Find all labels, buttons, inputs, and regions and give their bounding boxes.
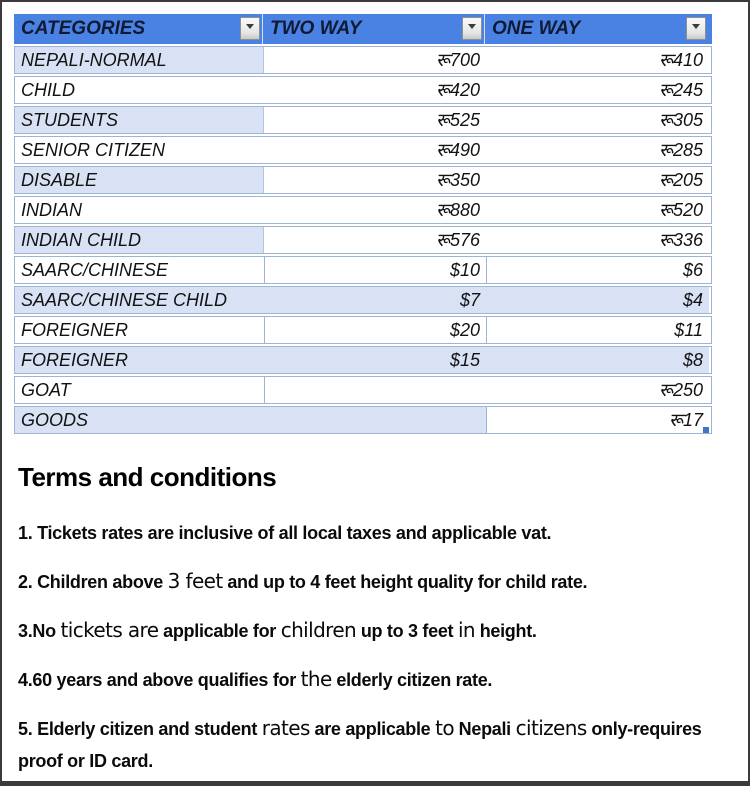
table-row xyxy=(14,346,712,374)
table-row xyxy=(14,136,712,164)
terms-item xyxy=(18,663,728,696)
table-row xyxy=(14,316,712,344)
terms-text-segment: height. xyxy=(475,621,537,641)
table-row xyxy=(14,376,712,404)
two-way-cell[interactable]: $10 xyxy=(264,257,486,283)
one-way-cell[interactable]: $4 xyxy=(486,287,709,313)
terms-text-segment: the xyxy=(300,667,332,691)
two-way-cell[interactable]: रू420 xyxy=(435,80,480,100)
one-way-cell[interactable]: $11 xyxy=(486,317,709,343)
one-way-cell[interactable]: रू285 xyxy=(658,140,703,160)
category-cell[interactable]: DISABLE xyxy=(15,167,264,193)
filter-button[interactable] xyxy=(686,17,706,40)
category-cell[interactable]: NEPALI-NORMAL xyxy=(15,47,264,73)
fill-handle[interactable] xyxy=(703,427,709,433)
terms-text-segment: 3.No xyxy=(18,621,61,641)
category-cell[interactable]: SENIOR CITIZEN xyxy=(21,140,166,160)
two-way-cell[interactable]: रू490 xyxy=(435,140,480,160)
one-way-cell[interactable]: रू410 xyxy=(658,50,703,70)
terms-text-segment: to xyxy=(435,716,454,740)
terms-text-segment: are applicable xyxy=(309,719,436,739)
terms-text-segment: rates xyxy=(261,716,310,740)
terms-item xyxy=(18,712,728,777)
dropdown-arrow-icon xyxy=(246,24,254,29)
category-cell[interactable]: INDIAN xyxy=(21,200,83,220)
category-cell[interactable]: STUDENTS xyxy=(15,107,264,133)
table-header-row xyxy=(14,14,712,44)
category-cell[interactable]: SAARC/CHINESE CHILD xyxy=(15,287,264,313)
one-way-cell[interactable]: रू17 xyxy=(486,407,709,433)
terms-text-segment: 2. Children above xyxy=(18,572,168,592)
terms-text-segment: tickets are xyxy=(60,618,159,642)
terms-text-segment: Nepali xyxy=(453,719,516,739)
table-row xyxy=(14,286,712,314)
terms-text-segment: 5. Elderly citizen and student xyxy=(18,719,262,739)
one-way-cell[interactable]: रू305 xyxy=(658,110,703,130)
column-header-label: CATEGORIES xyxy=(21,18,146,39)
table-row xyxy=(14,76,712,104)
category-cell[interactable]: FOREIGNER xyxy=(21,320,129,340)
table-row xyxy=(14,256,712,284)
dropdown-arrow-icon xyxy=(468,24,476,29)
category-cell[interactable]: GOODS xyxy=(15,407,486,433)
terms-text-segment: only-requires proof or ID card. xyxy=(18,719,702,771)
table-row xyxy=(14,166,712,194)
column-header-categories[interactable] xyxy=(14,14,263,44)
category-cell[interactable]: SAARC/CHINESE xyxy=(21,260,169,280)
terms-text-segment: up to 3 feet xyxy=(356,621,458,641)
terms-text-segment: in xyxy=(457,618,475,642)
one-way-cell[interactable]: रू336 xyxy=(658,230,703,250)
terms-item xyxy=(18,614,728,647)
two-way-cell[interactable]: रू880 xyxy=(435,200,480,220)
table-row xyxy=(14,106,712,134)
terms-list xyxy=(18,517,728,777)
terms-text-segment: and up to 4 feet height quality for child rate. xyxy=(222,572,588,592)
column-header-label: TWO WAY xyxy=(270,18,362,39)
category-cell[interactable]: GOAT xyxy=(21,380,71,400)
one-way-cell[interactable]: $6 xyxy=(486,257,709,283)
filter-button[interactable] xyxy=(462,17,482,40)
table-row xyxy=(14,46,712,74)
category-cell[interactable]: INDIAN CHILD xyxy=(15,227,264,253)
table-row xyxy=(14,406,712,434)
terms-section xyxy=(14,436,734,777)
one-way-cell[interactable]: रू245 xyxy=(658,80,703,100)
column-header-two-way[interactable] xyxy=(263,14,485,44)
dropdown-arrow-icon xyxy=(692,24,700,29)
two-way-cell[interactable]: $7 xyxy=(264,287,486,313)
terms-text-segment: children xyxy=(280,618,357,642)
table-row xyxy=(14,226,712,254)
one-way-cell[interactable]: $8 xyxy=(486,347,709,373)
two-way-cell[interactable]: रू350 xyxy=(435,170,480,190)
two-way-cell[interactable]: $15 xyxy=(264,347,486,373)
column-header-one-way[interactable] xyxy=(485,14,708,44)
terms-heading: Terms and conditions xyxy=(18,462,277,492)
one-way-cell[interactable]: रू250 xyxy=(264,377,709,403)
category-cell[interactable]: CHILD xyxy=(21,80,76,100)
fare-table xyxy=(14,14,712,434)
one-way-cell[interactable]: रू520 xyxy=(658,200,703,220)
category-cell[interactable]: FOREIGNER xyxy=(15,347,264,373)
column-header-label: ONE WAY xyxy=(492,18,581,39)
terms-item xyxy=(18,517,728,549)
one-way-cell[interactable]: रू205 xyxy=(658,170,703,190)
terms-item xyxy=(18,565,728,598)
terms-text-segment: applicable for xyxy=(158,621,281,641)
table-row xyxy=(14,196,712,224)
two-way-cell[interactable]: रू525 xyxy=(435,110,480,130)
two-way-cell[interactable]: $20 xyxy=(264,317,486,343)
terms-text-segment: citizens xyxy=(515,716,587,740)
fare-table-body xyxy=(14,46,712,434)
terms-text-segment: elderly citizen rate. xyxy=(331,670,493,690)
filter-button[interactable] xyxy=(240,17,260,40)
terms-text-segment: 4.60 years and above qualifies for xyxy=(18,670,301,690)
terms-text-segment: 1. Tickets rates are inclusive of all local taxes and applicable vat. xyxy=(18,523,552,543)
two-way-cell[interactable]: रू700 xyxy=(435,50,480,70)
terms-text-segment: 3 feet xyxy=(167,569,223,593)
two-way-cell[interactable]: रू576 xyxy=(435,230,480,250)
